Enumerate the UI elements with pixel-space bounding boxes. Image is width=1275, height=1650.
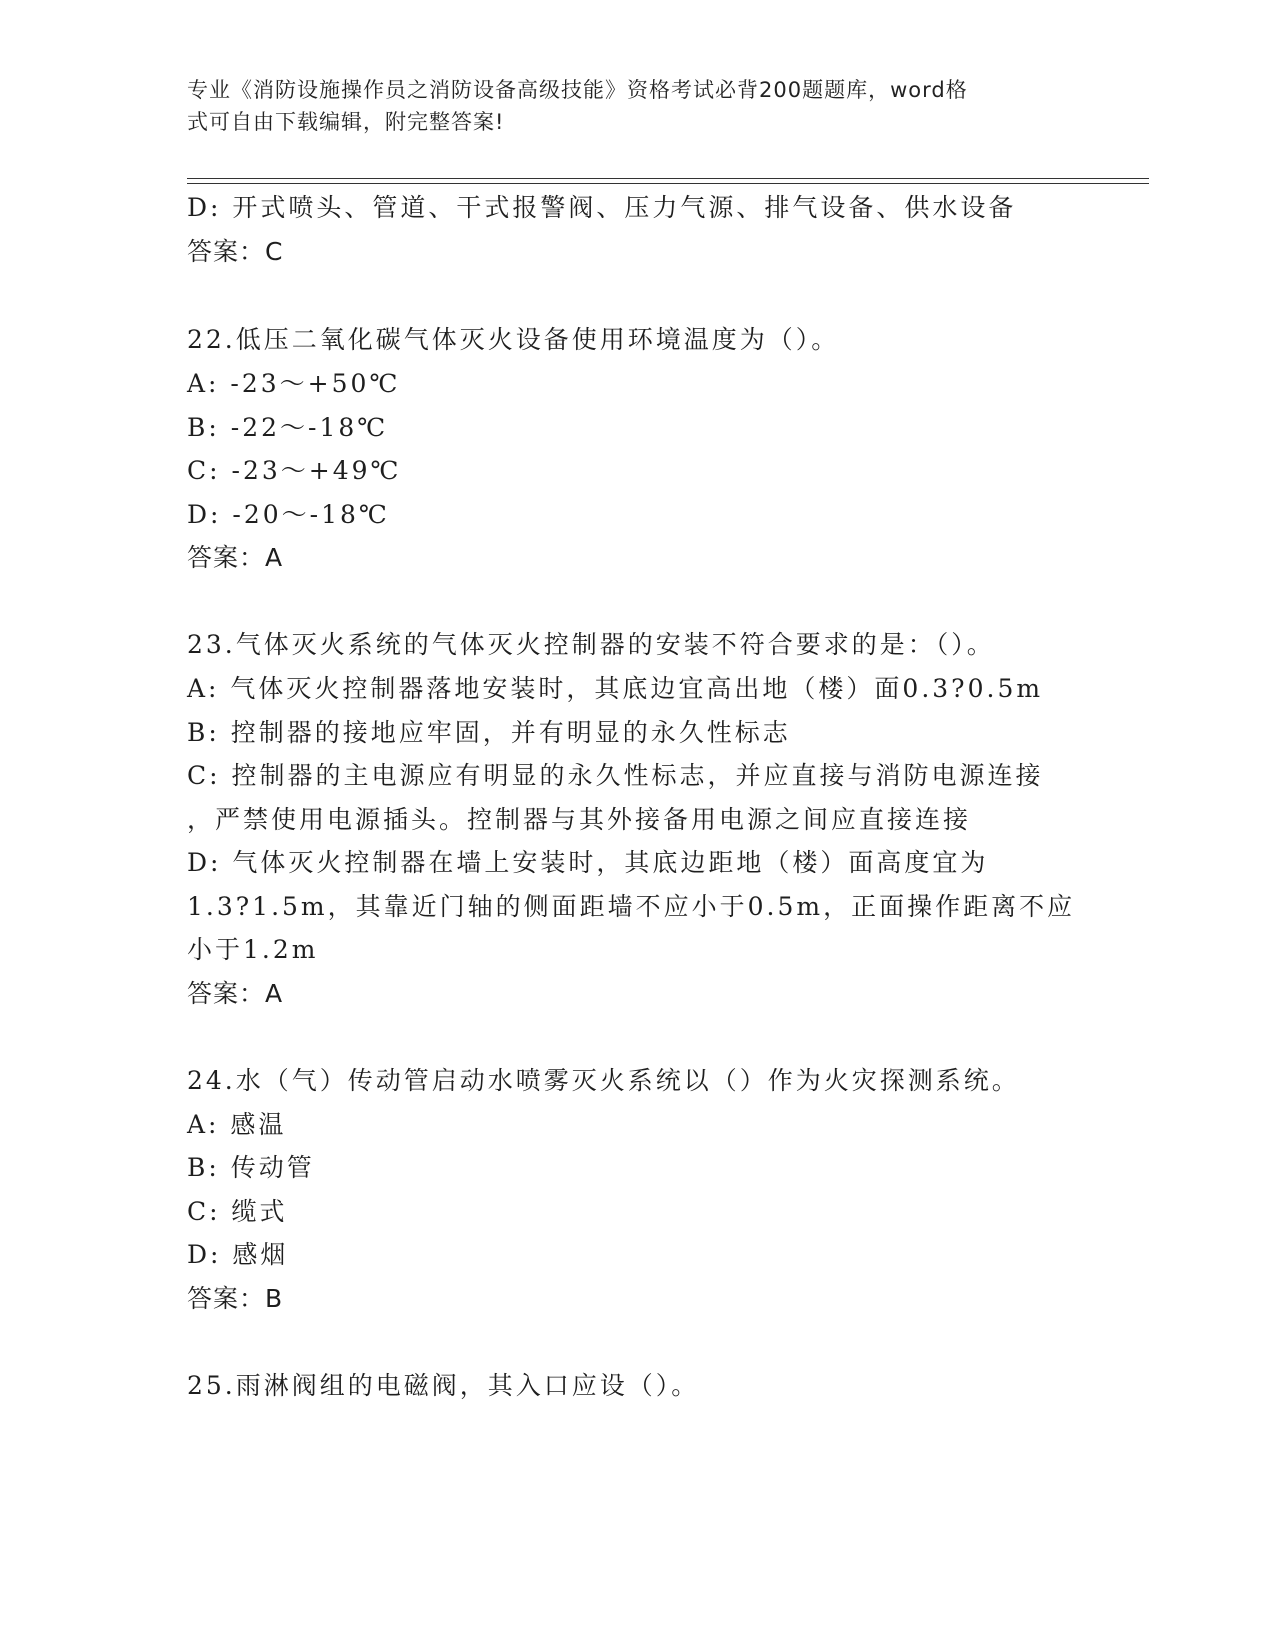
q24-answer: 答案：B xyxy=(187,1284,284,1313)
q23-answer: 答案：A xyxy=(187,979,284,1008)
q23-question: 23.气体灭火系统的气体灭火控制器的安装不符合要求的是：（）。 xyxy=(187,630,995,659)
header-line-1: 专业《消防设施操作员之消防设备高级技能》资格考试必背200题题库，word格 xyxy=(187,78,968,102)
header-line-2: 式可自由下载编辑，附完整答案! xyxy=(187,110,505,134)
q24-question: 24.水（气）传动管启动水喷雾灭火系统以（）作为火灾探测系统。 xyxy=(187,1066,1020,1095)
q23-option-d-line-2: 1.3?1.5m，其靠近门轴的侧面距墙不应小于0.5m，正面操作距离不应 xyxy=(187,892,1076,921)
q23-option-d-line-3: 小于1.2m xyxy=(187,935,319,964)
q21-option-d: D: 开式喷头、管道、干式报警阀、压力气源、排气设备、供水设备 xyxy=(187,193,1017,222)
q22-question: 22.低压二氧化碳气体灭火设备使用环境温度为（）。 xyxy=(187,325,840,354)
q23-option-b: B: 控制器的接地应牢固，并有明显的永久性标志 xyxy=(187,718,791,747)
q23-option-c-line-2: ，严禁使用电源插头。控制器与其外接备用电源之间应直接连接 xyxy=(187,805,972,834)
q24-option-d: D: 感烟 xyxy=(187,1240,289,1269)
q22-option-a: A: -23～+50℃ xyxy=(187,369,401,398)
q22-answer: 答案：A xyxy=(187,543,284,572)
document-header xyxy=(187,74,1067,138)
header-divider-bottom xyxy=(187,183,1149,184)
q24-option-c: C: 缆式 xyxy=(187,1197,288,1226)
q22-option-d: D: -20～-18℃ xyxy=(187,500,390,529)
q23-option-d-line-1: D: 气体灭火控制器在墙上安装时，其底边距地（楼）面高度宜为 xyxy=(187,848,989,877)
q24-option-a: A: 感温 xyxy=(187,1110,287,1139)
q23-option-a: A: 气体灭火控制器落地安装时，其底边宜高出地（楼）面0.3?0.5m xyxy=(187,674,1044,703)
q22-option-b: B: -22～-18℃ xyxy=(187,413,389,442)
header-divider-top xyxy=(187,178,1149,179)
q22-option-c: C: -23～+49℃ xyxy=(187,456,402,485)
q23-option-c-line-1: C: 控制器的主电源应有明显的永久性标志，并应直接与消防电源连接 xyxy=(187,761,1044,790)
q24-option-b: B: 传动管 xyxy=(187,1153,315,1182)
q21-answer: 答案：C xyxy=(187,237,284,266)
q25-question: 25.雨淋阀组的电磁阀，其入口应设（）。 xyxy=(187,1371,700,1400)
